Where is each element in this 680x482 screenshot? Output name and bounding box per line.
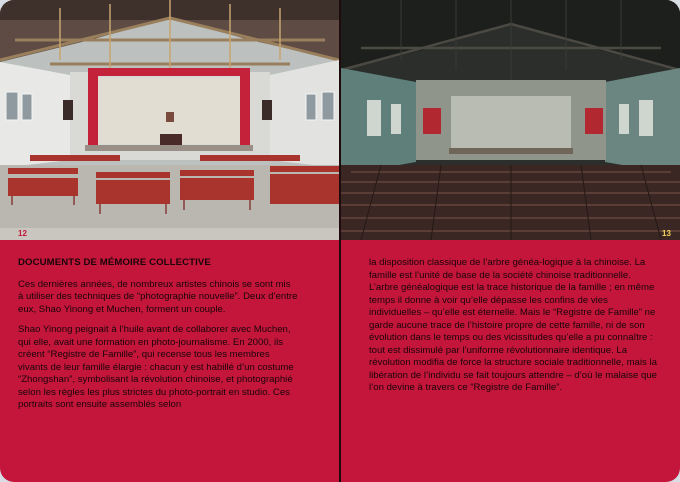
meeting-hall-photo-left	[0, 0, 339, 240]
paragraph-1: Ces dernières années, de nombreux artistes chinois se sont mis à utiliser des techniques de “photographie nouvelle”. Deux d’entre eux, Shao Yinong et Muchen, forment un couple.	[18, 278, 298, 315]
page-number-left: 12	[18, 229, 27, 238]
paragraph-2: Shao Yinong peignait à l’huile avant de collaborer avec Muchen, qui elle, avait une formation en photo-journalisme. En 2000, ils créent “Registre de Famille”, qui recense tous les membres vivants de leur famille élargie : chacun y est habillé d’un costume “Zhongshan”, symbolisant la révolution chinoise, et photographié selon les règles les plus strictes du photo-portrait en studio. Ces portraits sont ensuite assemblés selon	[18, 324, 294, 410]
right-page-text	[369, 257, 661, 403]
right-page	[341, 0, 680, 482]
paragraph-3: la disposition classique de l’arbre généa-logique à la chinoise. La famille est l’unité de base de la société chinoise traditionnelle. L’arbre généalogique est la trace historique de la famille ; en même temps il donne à voir qu’elle dépasse les confins de vies individuelles – qu’elle est éternelle. Mais le “Registre de Famille” ne garde aucune trace de l’histoire propre de cette famille, ni de son évolution dans le temps ou des vicissitudes qu’elle a pu connaître : tout est dissimulé par l’uniforme révolutionnaire identique. La révolution modifia de force la structure sociale traditionnelle, mais la libération de l’individu se fait toujours attendre – d’où le malaise que l’on devine à travers ce “Registre de Famille”.	[369, 257, 657, 393]
page-number-right: 13	[662, 229, 671, 238]
article-heading: DOCUMENTS DE MÉMOIRE COLLECTIVE	[18, 257, 211, 268]
left-page-text	[18, 257, 298, 420]
meeting-hall-photo-right	[341, 0, 680, 240]
left-page	[0, 0, 339, 482]
